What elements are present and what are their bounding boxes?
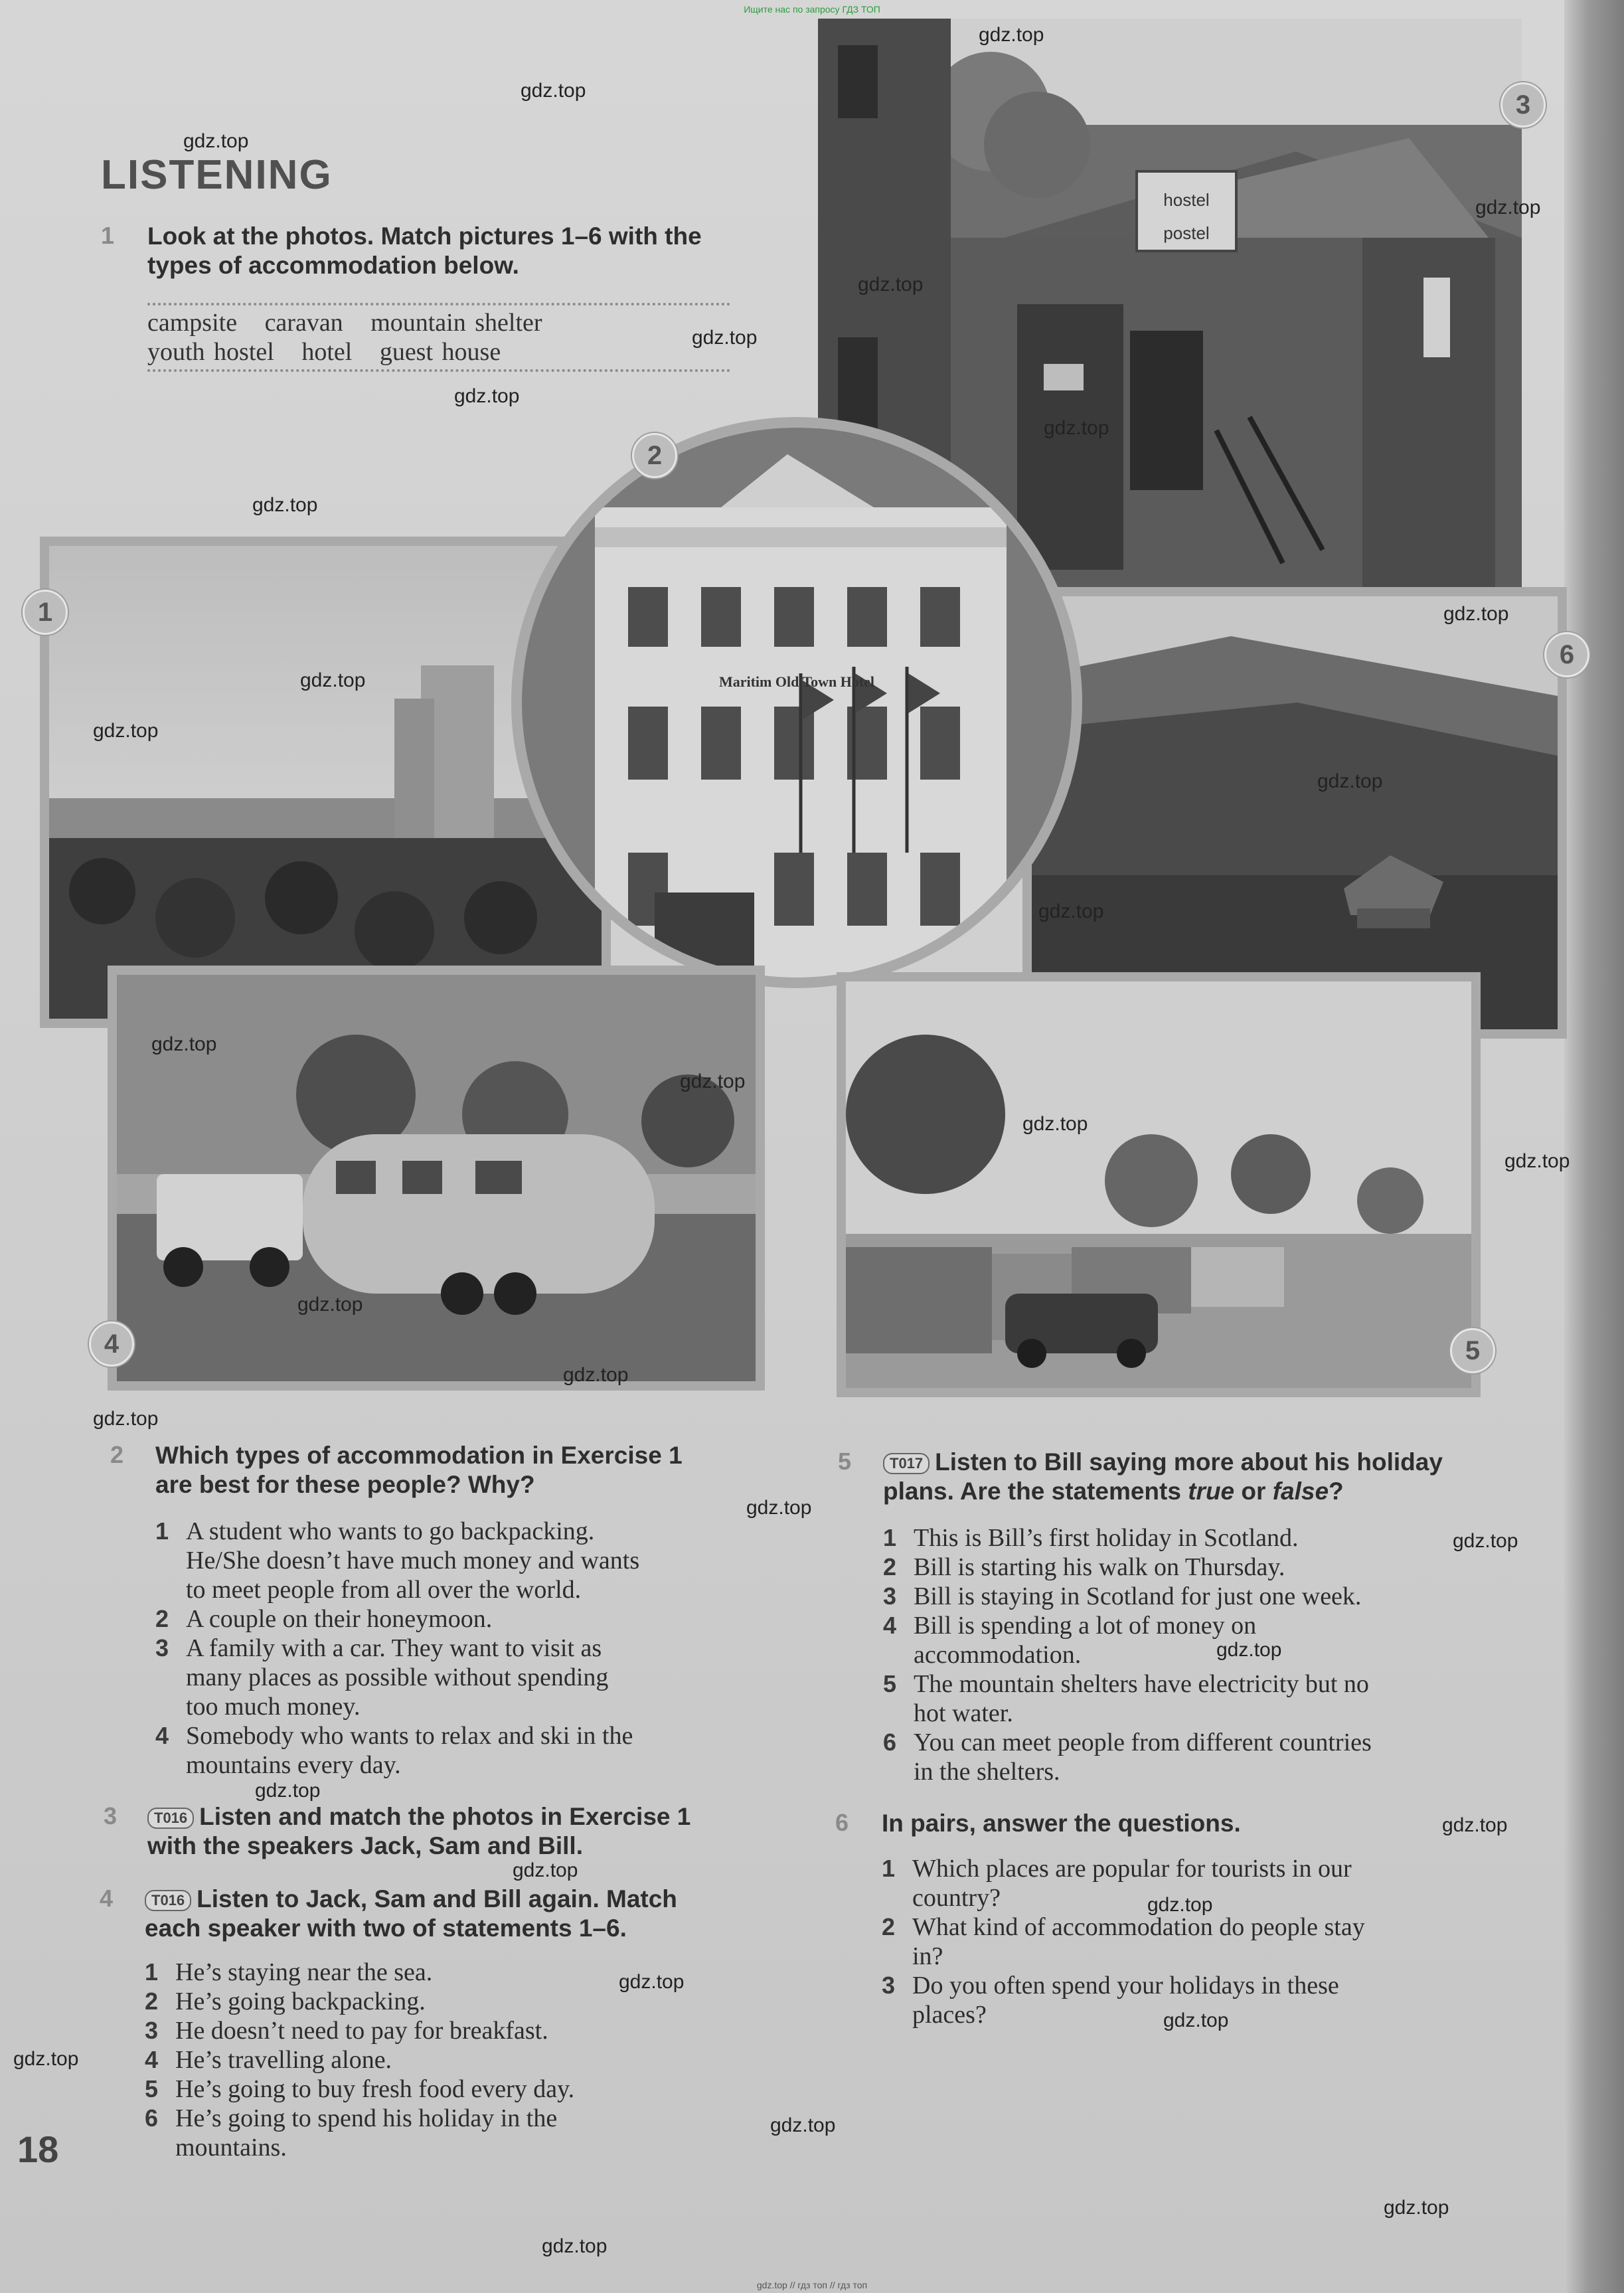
list-item: 2 He’s going backpacking.	[145, 1988, 426, 2015]
list-item: 4 Somebody who wants to relax and ski in the mountains every day.	[155, 1722, 633, 1779]
watermark: gdz.top	[1443, 603, 1509, 625]
watermark: gdz.top	[1216, 1639, 1282, 1661]
word-row-2	[147, 337, 730, 367]
watermark: gdz.top	[93, 1408, 159, 1430]
watermark: gdz.top	[300, 669, 366, 691]
watermark: gdz.top	[93, 720, 159, 742]
exercise-2-number: 2	[110, 1441, 124, 1468]
watermark: gdz.top	[563, 1364, 629, 1386]
photo-5-campsite	[837, 972, 1481, 1397]
mountain-shelter-illustration	[1032, 596, 1558, 1029]
list-item: 3 Bill is staying in Scotland for just one week.	[883, 1582, 1362, 1610]
photo-6-badge: 6	[1544, 632, 1589, 677]
top-banner[interactable]: Ищите нас по запросу ГДЗ ТОП	[744, 4, 880, 15]
watermark: gdz.top	[183, 130, 249, 152]
book-spine-shadow	[1564, 0, 1624, 2293]
list-item: 6 You can meet people from different countries in the shelters.	[883, 1729, 1372, 1786]
photo-2-badge: 2	[632, 433, 677, 478]
watermark: gdz.top	[1317, 770, 1383, 792]
list-item: 5 The mountain shelters have electricity but no hot water.	[883, 1670, 1369, 1727]
watermark: gdz.top	[513, 1859, 578, 1881]
exercise-5-instruction-line2: plans. Are the statements true or false?	[883, 1478, 1344, 1505]
watermark: gdz.top	[1442, 1814, 1508, 1836]
watermark: gdz.top	[619, 1971, 685, 1993]
exercise-3-instruction	[147, 1802, 798, 1861]
exercise-4-list	[145, 1958, 795, 2162]
watermark: gdz.top	[858, 274, 924, 296]
watermark: gdz.top	[1163, 2009, 1229, 2031]
exercise-1-number: 1	[101, 222, 115, 249]
exercise-4-number: 4	[100, 1885, 114, 1912]
watermark: gdz.top	[680, 1070, 746, 1092]
exercise-4-instruction	[145, 1885, 802, 1943]
list-item: 1 He’s staying near the sea.	[145, 1958, 433, 1986]
list-item: 3 He doesn’t need to pay for breakfast.	[145, 2017, 548, 2045]
exercise-2-instruction-line2: are best for these people? Why?	[155, 1471, 535, 1498]
photo-6-mountain-shelter	[1022, 587, 1567, 1039]
exercise-4-instruction-line2: each speaker with two of statements 1–6.	[145, 1914, 627, 1942]
watermark: gdz.top	[1384, 2197, 1449, 2219]
list-item: 3 Do you often spend your holidays in these places?	[882, 1972, 1339, 2029]
photo-5-badge: 5	[1450, 1328, 1495, 1373]
word-mountain-shelter: mountain shelter	[370, 309, 542, 337]
word-campsite: campsite	[147, 309, 238, 337]
word-hotel: hotel	[301, 338, 353, 366]
watermark: gdz.top	[1453, 1530, 1518, 1552]
watermark: gdz.top	[151, 1033, 217, 1055]
watermark: gdz.top	[1147, 1894, 1213, 1916]
watermark: gdz.top	[1044, 417, 1109, 439]
exercise-5-instruction-line1: Listen to Bill saying more about his holiday	[935, 1448, 1443, 1476]
watermark: gdz.top	[1475, 197, 1541, 218]
watermark: gdz.top	[297, 1294, 363, 1316]
exercise-2-instruction	[155, 1441, 793, 1499]
exercise-6-list	[882, 1854, 1546, 2029]
watermark: gdz.top	[979, 24, 1044, 46]
exercise-5-instruction	[883, 1448, 1547, 1506]
list-item: 2 Bill is starting his walk on Thursday.	[883, 1553, 1285, 1581]
photo-2-hotel	[511, 417, 1082, 988]
watermark: gdz.top	[1504, 1150, 1570, 1172]
word-caravan: caravan	[264, 309, 343, 337]
list-item: 1 This is Bill’s first holiday in Scotland.	[883, 1524, 1299, 1552]
watermark: gdz.top	[1022, 1113, 1088, 1135]
exercise-6-number: 6	[835, 1809, 849, 1836]
word-youth-hostel: youth hostel	[147, 338, 274, 366]
word-row-1	[147, 308, 730, 337]
photo-4-caravan	[108, 966, 765, 1391]
exercise-3-instruction-line2: with the speakers Jack, Sam and Bill.	[147, 1832, 583, 1859]
hotel-illustration	[522, 428, 1072, 977]
page-number: 18	[17, 2128, 59, 2170]
section-heading: LISTENING	[101, 152, 333, 198]
accommodation-word-box	[147, 303, 730, 372]
audio-track-icon[interactable]: T017	[883, 1453, 930, 1474]
campsite-illustration	[846, 981, 1471, 1388]
list-item: 2 What kind of accommodation do people stay in?	[882, 1913, 1365, 1970]
list-item: 2 A couple on their honeymoon.	[155, 1605, 493, 1633]
list-item: 1 Which places are popular for tourists in our country?	[882, 1855, 1352, 1912]
word-guest-house: guest house	[379, 338, 501, 366]
exercise-6-instruction: In pairs, answer the questions.	[882, 1810, 1241, 1837]
watermark: gdz.top	[252, 494, 318, 516]
watermark: gdz.top	[13, 2048, 79, 2070]
watermark: gdz.top	[255, 1780, 321, 1802]
watermark: gdz.top	[521, 80, 586, 102]
exercise-1-instruction-line1: Look at the photos. Match pictures 1–6 with the	[147, 222, 702, 250]
photo-4-badge: 4	[89, 1321, 134, 1367]
exercise-1-instruction	[147, 222, 798, 280]
exercise-5-number: 5	[838, 1448, 852, 1475]
bottom-banner[interactable]: gdz.top // гдз топ // гдз топ	[756, 2280, 868, 2290]
list-item: 1 A student who wants to go backpacking. He/She doesn’t have much money and wants to meet people from all over the world.	[155, 1517, 640, 1604]
hostel-sign-line2: postel	[1163, 223, 1210, 243]
photo-3-badge: 3	[1501, 82, 1546, 127]
hostel-sign-line1: hostel	[1163, 190, 1210, 210]
exercise-2-instruction-line1: Which types of accommodation in Exercise 1	[155, 1442, 683, 1469]
exercise-1-instruction-line2: types of accommodation below.	[147, 252, 519, 279]
resort-illustration	[49, 546, 602, 1019]
exercise-2-list	[155, 1517, 793, 1780]
exercise-3-number: 3	[104, 1802, 118, 1829]
list-item: 6 He’s going to spend his holiday in the mountains.	[145, 2104, 558, 2162]
list-item: 4 Bill is spending a lot of money on accommodation.	[883, 1612, 1257, 1669]
watermark: gdz.top	[770, 2114, 836, 2136]
audio-track-icon[interactable]: T016	[147, 1808, 194, 1829]
list-item: 4 He’s travelling alone.	[145, 2046, 392, 2074]
watermark: gdz.top	[454, 385, 520, 407]
list-item: 5 He’s going to buy fresh food every day.	[145, 2075, 575, 2103]
exercise-5-list	[883, 1523, 1547, 1786]
list-item: 3 A family with a car. They want to visit as many places as possible without spending too much money.	[155, 1634, 609, 1721]
exercise-3-instruction-line1: Listen and match the photos in Exercise 1	[199, 1803, 691, 1830]
audio-track-icon[interactable]: T016	[145, 1890, 191, 1911]
watermark: gdz.top	[542, 2235, 608, 2257]
watermark: gdz.top	[692, 327, 758, 349]
photo-1-badge: 1	[23, 590, 68, 635]
exercise-4-instruction-line1: Listen to Jack, Sam and Bill again. Match	[197, 1885, 677, 1912]
hotel-sign: Maritim Old Town Hotel	[718, 673, 875, 690]
watermark: gdz.top	[746, 1497, 812, 1519]
watermark: gdz.top	[1038, 900, 1104, 922]
